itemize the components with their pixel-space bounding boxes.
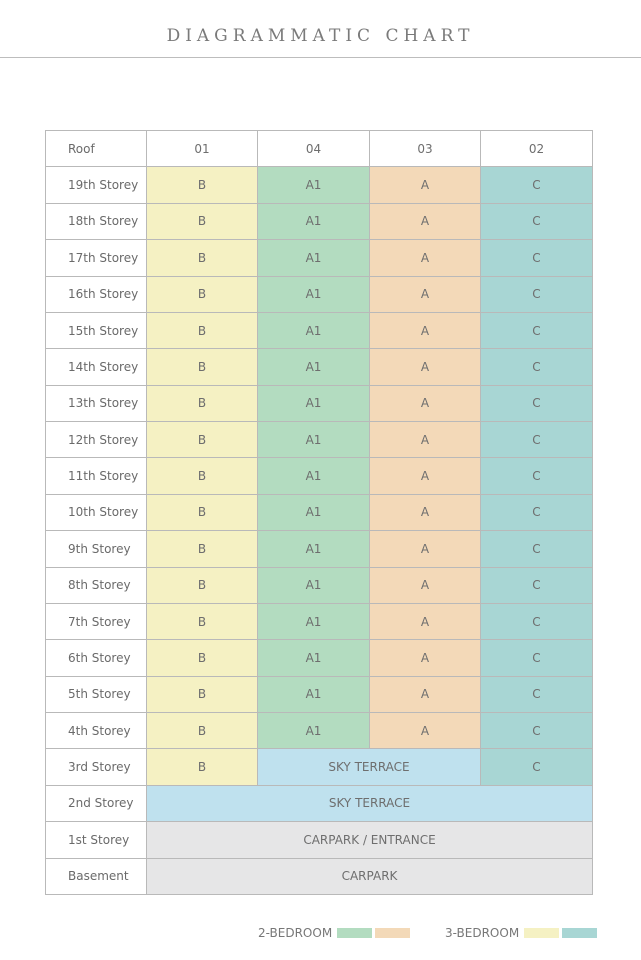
unit-cell: C	[481, 312, 593, 348]
unit-cell: B	[147, 422, 258, 458]
unit-cell: B	[147, 531, 258, 567]
storey-label: 10th Storey	[46, 494, 147, 530]
unit-cell: B	[147, 749, 258, 785]
unit-cell: A	[370, 276, 481, 312]
title-divider	[0, 57, 641, 58]
carpark-cell: CARPARK	[147, 858, 593, 895]
table-row	[46, 312, 593, 348]
unit-cell: C	[481, 385, 593, 421]
unit-cell: A	[370, 167, 481, 203]
unit-cell: B	[147, 312, 258, 348]
table-row	[46, 676, 593, 712]
unit-cell: B	[147, 167, 258, 203]
table-row	[46, 385, 593, 421]
unit-cell: A1	[258, 603, 370, 639]
storey-label: 4th Storey	[46, 713, 147, 749]
table-row	[46, 458, 593, 494]
unit-cell: A1	[258, 240, 370, 276]
unit-cell: C	[481, 713, 593, 749]
unit-cell: A1	[258, 422, 370, 458]
unit-cell: B	[147, 676, 258, 712]
storey-label: 11th Storey	[46, 458, 147, 494]
table-row	[46, 276, 593, 312]
unit-cell: A1	[258, 494, 370, 530]
table-row	[46, 494, 593, 530]
legend-label: 3-BEDROOM	[445, 926, 520, 940]
table-row	[46, 167, 593, 203]
table-row	[46, 567, 593, 603]
storey-label: 5th Storey	[46, 676, 147, 712]
unit-cell: A1	[258, 203, 370, 239]
unit-cell: C	[481, 349, 593, 385]
storey-label: 13th Storey	[46, 385, 147, 421]
unit-cell: A	[370, 240, 481, 276]
unit-cell: A	[370, 458, 481, 494]
diagrammatic-chart-table	[45, 130, 593, 895]
unit-cell: A	[370, 385, 481, 421]
table-row	[46, 749, 593, 785]
column-header-03: 03	[370, 131, 481, 167]
storey-label: 2nd Storey	[46, 785, 147, 821]
carpark-entrance-cell: CARPARK / ENTRANCE	[147, 822, 593, 858]
unit-cell: A1	[258, 312, 370, 348]
table-row	[46, 240, 593, 276]
storey-label: 16th Storey	[46, 276, 147, 312]
unit-cell: C	[481, 567, 593, 603]
unit-cell: C	[481, 749, 593, 785]
table-row	[46, 603, 593, 639]
storey-label: 7th Storey	[46, 603, 147, 639]
unit-cell: A1	[258, 458, 370, 494]
unit-cell: B	[147, 640, 258, 676]
column-header-01: 01	[147, 131, 258, 167]
table-row	[46, 822, 593, 858]
unit-cell: C	[481, 240, 593, 276]
roof-label: Roof	[46, 131, 147, 167]
storey-label: 17th Storey	[46, 240, 147, 276]
legend-3-bedroom	[445, 926, 597, 940]
legend-swatch-c	[562, 928, 597, 938]
unit-cell: B	[147, 203, 258, 239]
legend-swatch-b	[524, 928, 559, 938]
unit-cell: C	[481, 276, 593, 312]
unit-cell: C	[481, 458, 593, 494]
storey-label: 9th Storey	[46, 531, 147, 567]
unit-cell: A	[370, 494, 481, 530]
unit-cell: B	[147, 603, 258, 639]
storey-label: 6th Storey	[46, 640, 147, 676]
unit-cell: A	[370, 640, 481, 676]
table-row	[46, 858, 593, 895]
unit-cell: A1	[258, 349, 370, 385]
storey-label: 3rd Storey	[46, 749, 147, 785]
legend-swatch-a1	[337, 928, 372, 938]
table-row	[46, 785, 593, 821]
unit-cell: A	[370, 349, 481, 385]
unit-cell: A1	[258, 713, 370, 749]
table-header-row	[46, 131, 593, 167]
storey-label: Basement	[46, 858, 147, 895]
table-row	[46, 640, 593, 676]
table-row	[46, 422, 593, 458]
table-row	[46, 531, 593, 567]
unit-cell: C	[481, 422, 593, 458]
unit-cell: A1	[258, 567, 370, 603]
unit-cell: C	[481, 676, 593, 712]
storey-label: 14th Storey	[46, 349, 147, 385]
unit-cell: B	[147, 494, 258, 530]
legend-swatch-a	[375, 928, 410, 938]
unit-cell: A	[370, 713, 481, 749]
page-title: DIAGRAMMATIC CHART	[166, 26, 475, 46]
unit-cell: A	[370, 603, 481, 639]
unit-cell: A	[370, 422, 481, 458]
storey-label: 1st Storey	[46, 822, 147, 858]
table-row	[46, 203, 593, 239]
unit-cell: B	[147, 385, 258, 421]
unit-cell: A1	[258, 276, 370, 312]
unit-cell: C	[481, 603, 593, 639]
unit-cell: A1	[258, 676, 370, 712]
unit-cell: A	[370, 312, 481, 348]
unit-cell: C	[481, 203, 593, 239]
unit-cell: B	[147, 458, 258, 494]
table-row	[46, 349, 593, 385]
unit-cell: A	[370, 531, 481, 567]
legend-2-bedroom	[258, 926, 410, 940]
storey-label: 15th Storey	[46, 312, 147, 348]
unit-cell: A1	[258, 531, 370, 567]
storey-label: 19th Storey	[46, 167, 147, 203]
unit-cell: B	[147, 349, 258, 385]
unit-cell: A	[370, 676, 481, 712]
unit-cell: C	[481, 494, 593, 530]
storey-label: 12th Storey	[46, 422, 147, 458]
storey-label: 18th Storey	[46, 203, 147, 239]
legend-label: 2-BEDROOM	[258, 926, 333, 940]
unit-cell: C	[481, 167, 593, 203]
unit-cell: B	[147, 276, 258, 312]
storey-label: 8th Storey	[46, 567, 147, 603]
unit-cell: A	[370, 567, 481, 603]
table-row	[46, 713, 593, 749]
sky-terrace-cell: SKY TERRACE	[147, 785, 593, 821]
unit-cell: B	[147, 240, 258, 276]
unit-cell: B	[147, 567, 258, 603]
sky-terrace-cell: SKY TERRACE	[258, 749, 481, 785]
unit-cell: C	[481, 640, 593, 676]
column-header-02: 02	[481, 131, 593, 167]
unit-cell: A	[370, 203, 481, 239]
unit-cell: C	[481, 531, 593, 567]
unit-cell: A1	[258, 385, 370, 421]
unit-cell: A1	[258, 640, 370, 676]
column-header-04: 04	[258, 131, 370, 167]
unit-cell: A1	[258, 167, 370, 203]
unit-cell: B	[147, 713, 258, 749]
